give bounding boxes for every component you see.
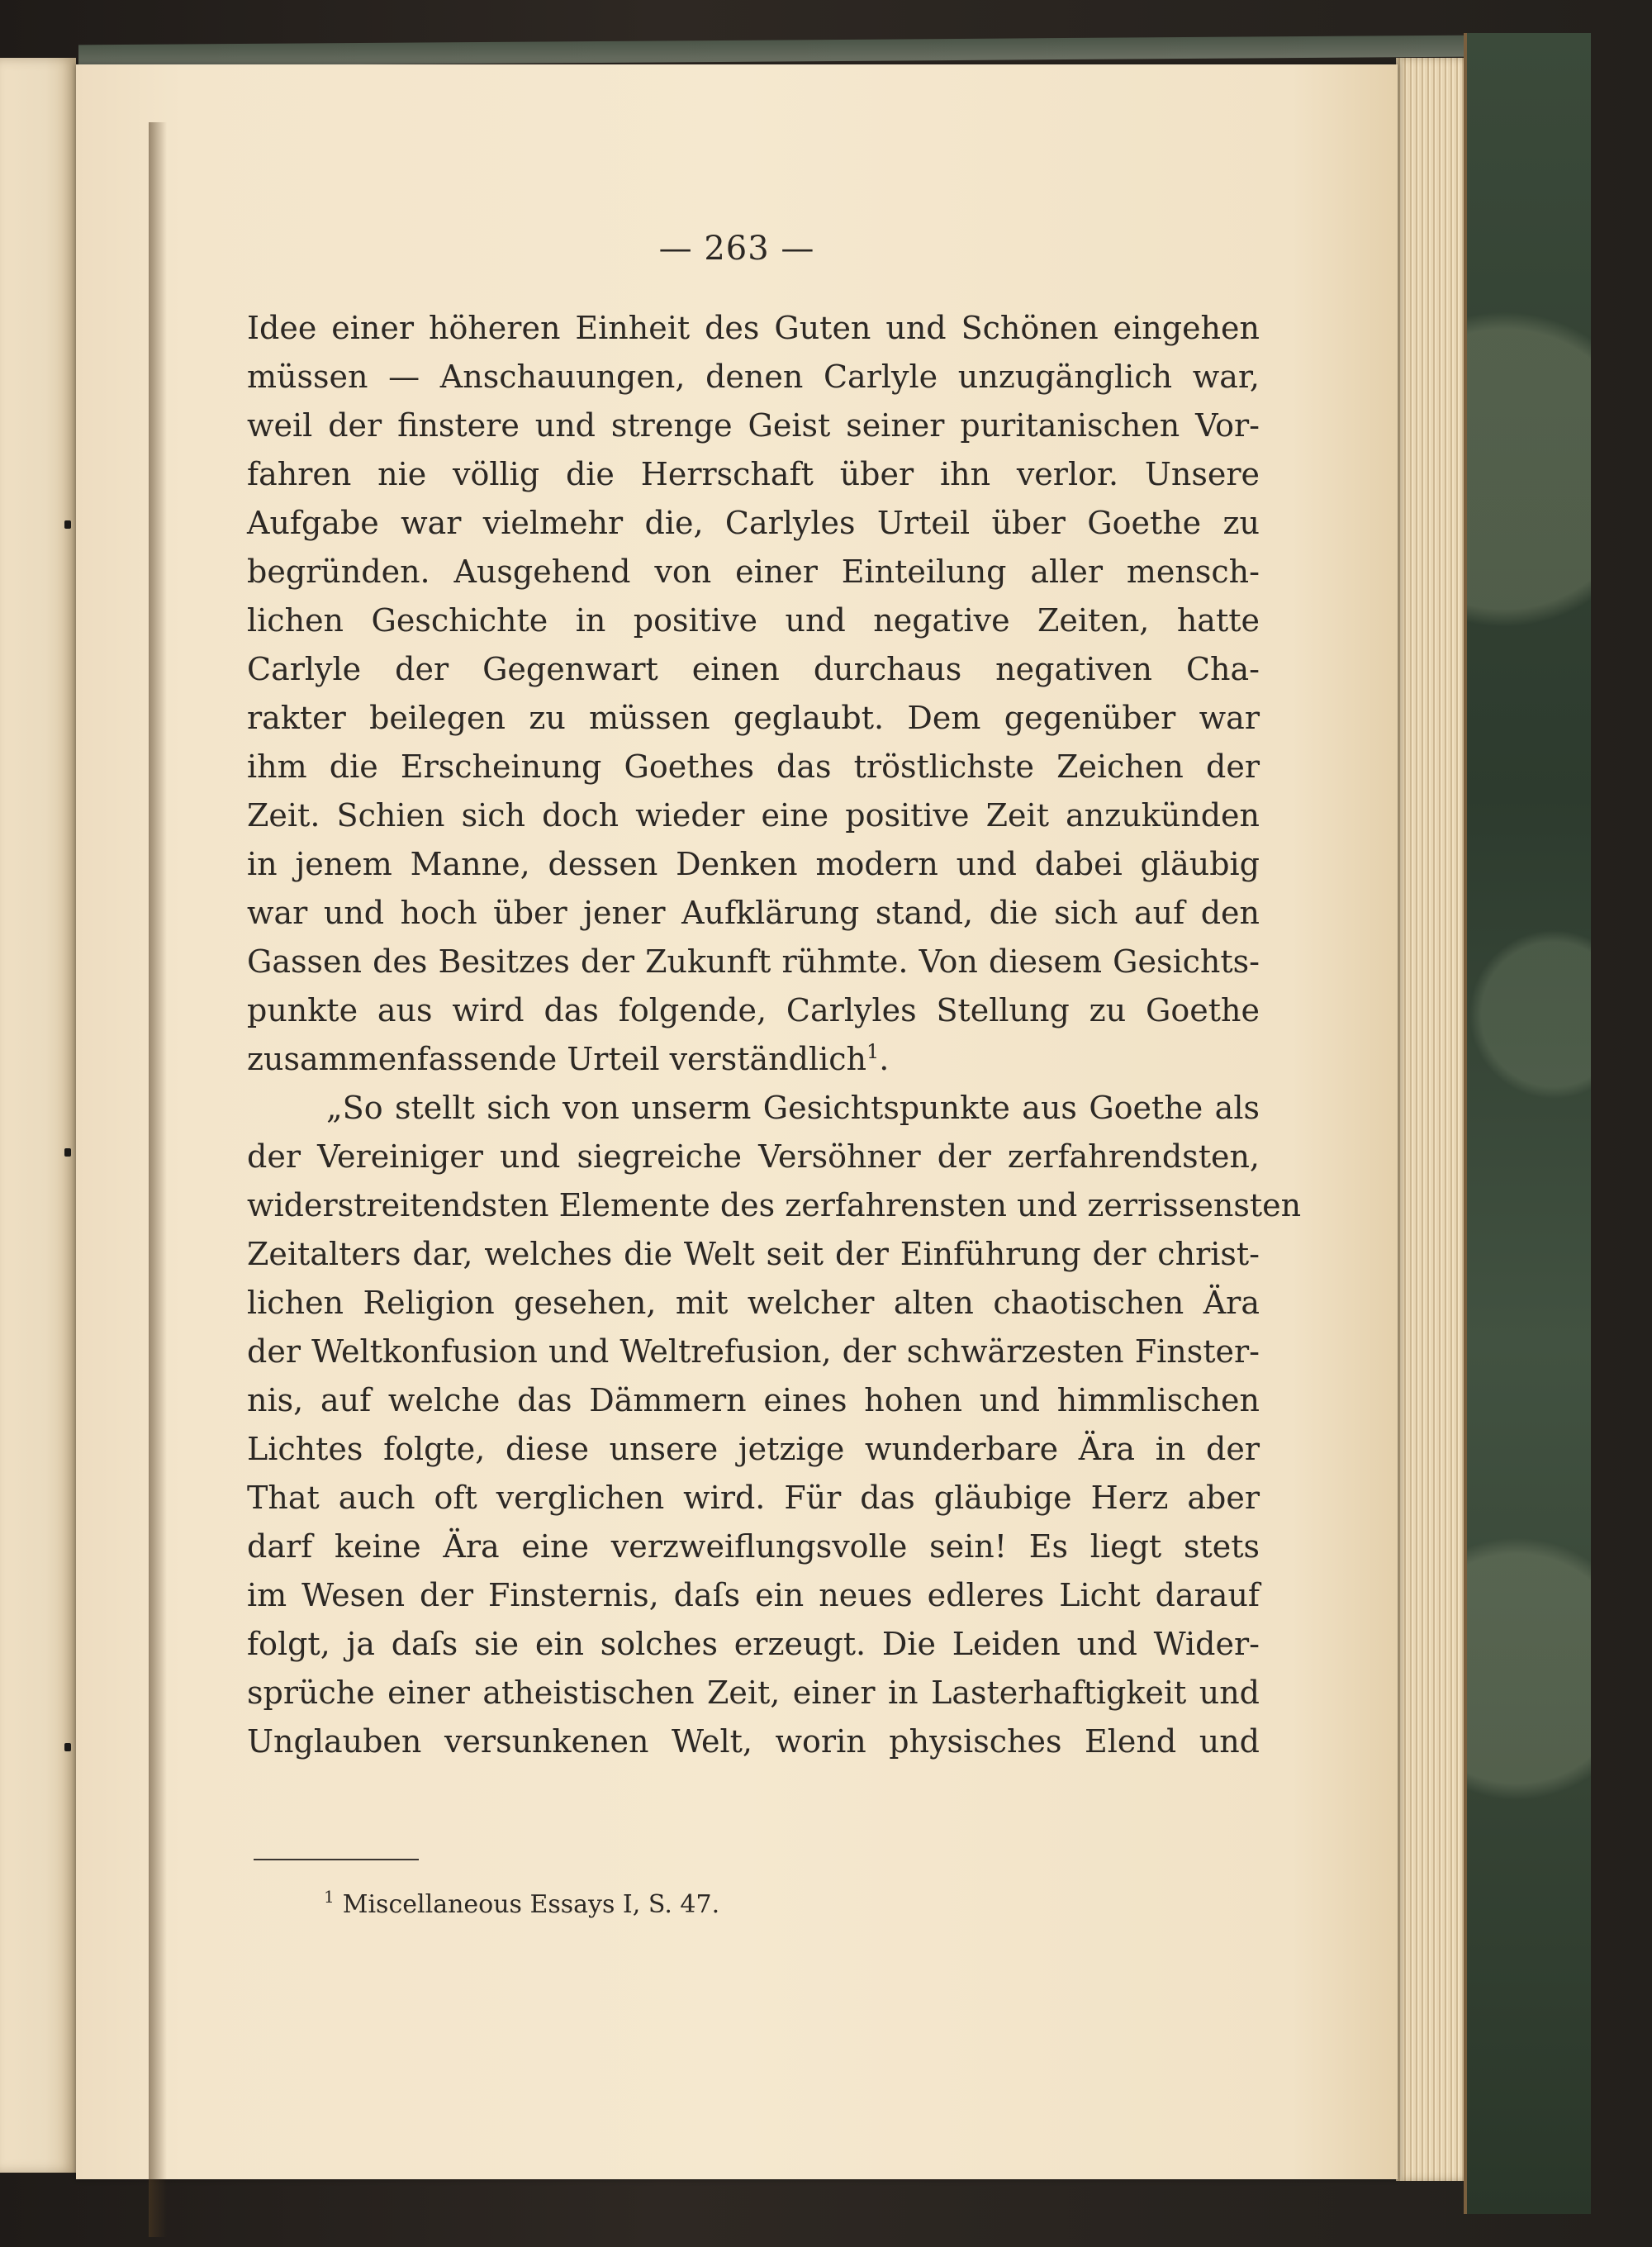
text-line: lichen Geschichte in positive und negative Zeiten, hatte bbox=[247, 602, 1260, 639]
margin-mark bbox=[64, 520, 71, 529]
text-line: in jenem Manne, dessen Denken modern und dabei gläubig bbox=[247, 846, 1260, 882]
previous-page-edge bbox=[0, 58, 76, 2173]
text-line: punkte aus wird das folgende, Carlyles Stellung zu Goethe bbox=[247, 992, 1260, 1028]
book-cover-top-edge bbox=[78, 35, 1590, 67]
text-line: begründen. Ausgehend von einer Einteilung aller mensch- bbox=[247, 553, 1260, 590]
page-number: — 263 — bbox=[658, 230, 815, 268]
period: . bbox=[879, 1041, 890, 1077]
quote-line: widerstreitendsten Elemente des zerfahrensten und zerrissensten bbox=[247, 1187, 1302, 1223]
quote-line: Unglauben versunkenen Welt, worin physisches Elend und bbox=[247, 1723, 1260, 1760]
quote-line: im Wesen der Finsternis, daſs ein neues edleres Licht darauf bbox=[247, 1577, 1260, 1613]
paragraph-last-line bbox=[247, 1035, 1260, 1084]
quote-line: That auch oft verglichen wird. Für das gläubige Herz aber bbox=[247, 1480, 1260, 1516]
margin-mark bbox=[64, 1148, 71, 1157]
marbled-book-cover bbox=[1464, 33, 1591, 2214]
text-line: Zeit. Schien sich doch wieder eine positive Zeit anzukünden bbox=[247, 797, 1260, 834]
gutter-shadow bbox=[149, 122, 167, 2237]
quote-line: nis, auf welche das Dämmern eines hohen und himmlischen bbox=[247, 1382, 1260, 1418]
body-text bbox=[247, 304, 1302, 1766]
footnote-marker: 1 bbox=[324, 1887, 335, 1907]
text-line: ihm die Erscheinung Goethes das tröstlichste Zeichen der bbox=[247, 748, 1260, 785]
quote-line: folgt, ja daſs sie ein solches erzeugt. Die Leiden und Wider- bbox=[247, 1626, 1260, 1662]
text-line: Gassen des Besitzes der Zukunft rühmte. Von diesem Gesichts- bbox=[247, 943, 1260, 980]
footnote-text: Miscellaneous Essays I, S. 47. bbox=[342, 1890, 720, 1919]
footnote bbox=[324, 1888, 719, 1922]
text-line: zusammenfassende Urteil verständlich bbox=[247, 1041, 866, 1077]
book-page bbox=[76, 64, 1398, 2179]
quote-line: der Vereiniger und siegreiche Versöhner der zerfahrendsten, bbox=[247, 1138, 1260, 1175]
footnote-rule bbox=[254, 1859, 419, 1860]
text-line: rakter beilegen zu müssen geglaubt. Dem gegenüber war bbox=[247, 700, 1260, 736]
quote-line: Zeitalters dar, welches die Welt seit der Einführung der christ- bbox=[247, 1236, 1260, 1272]
text-line: müssen — Anschauungen, denen Carlyle unzugänglich war, bbox=[247, 359, 1260, 395]
footnote-reference[interactable]: 1 bbox=[866, 1040, 880, 1063]
quote-line: sprüche einer atheistischen Zeit, einer in Lasterhaftigkeit und bbox=[247, 1675, 1260, 1711]
text-line: Carlyle der Gegenwart einen durchaus negativen Cha- bbox=[247, 651, 1260, 687]
quote-line: „So stellt sich von unserm Gesichtspunkte aus Goethe als bbox=[326, 1090, 1260, 1126]
text-line: fahren nie völlig die Herrschaft über ihn verlor. Unsere bbox=[247, 456, 1260, 492]
text-line: Aufgabe war vielmehr die, Carlyles Urteil über Goethe zu bbox=[247, 505, 1260, 541]
quote-line: lichen Religion gesehen, mit welcher alten chaotischen Ära bbox=[247, 1285, 1260, 1321]
page-stack-edges bbox=[1396, 58, 1464, 2181]
quote-line: darf keine Ära eine verzweiflungsvolle sein! Es liegt stets bbox=[247, 1528, 1260, 1565]
text-line: weil der finstere und strenge Geist seiner puritanischen Vor- bbox=[247, 407, 1260, 444]
quote-line: der Weltkonfusion und Weltrefusion, der schwärzesten Finster- bbox=[247, 1333, 1260, 1370]
margin-mark bbox=[64, 1743, 71, 1751]
text-line: Idee einer höheren Einheit des Guten und Schönen eingehen bbox=[247, 310, 1260, 346]
text-line: war und hoch über jener Aufklärung stand, die sich auf den bbox=[247, 895, 1260, 931]
quote-line: Lichtes folgte, diese unsere jetzige wunderbare Ära in der bbox=[247, 1431, 1260, 1467]
